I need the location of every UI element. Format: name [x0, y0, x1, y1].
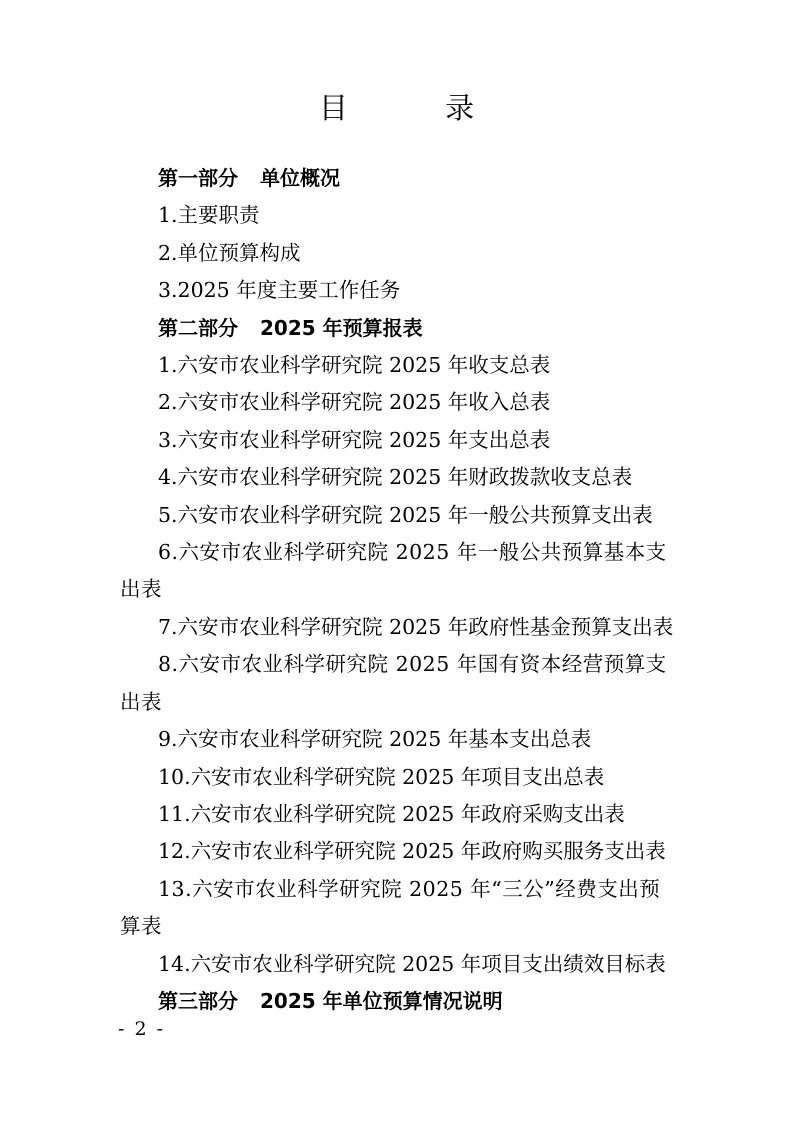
toc-item[interactable]: 3.六安市农业科学研究院 2025 年支出总表 [158, 427, 551, 452]
toc-item[interactable]: 12.六安市农业科学研究院 2025 年政府购买服务支出表 [158, 839, 666, 864]
toc-item[interactable]: 5.六安市农业科学研究院 2025 年一般公共预算支出表 [158, 502, 653, 527]
section-number: 第三部分 [158, 988, 238, 1013]
toc-item[interactable]: 11.六安市农业科学研究院 2025 年政府采购支出表 [158, 801, 625, 826]
table-of-contents [120, 160, 680, 1020]
toc-item[interactable]: 13.六安市农业科学研究院 2025 年“三公”经费支出预算表 [120, 876, 661, 939]
toc-item[interactable]: 10.六安市农业科学研究院 2025 年项目支出总表 [158, 764, 605, 789]
page-number: - 2 - [118, 1018, 166, 1040]
section-name: 单位概况 [260, 166, 340, 190]
toc-item[interactable]: 2.六安市农业科学研究院 2025 年收入总表 [158, 390, 551, 415]
toc-item[interactable]: 14.六安市农业科学研究院 2025 年项目支出绩效目标表 [158, 951, 666, 976]
toc-item[interactable]: 1.六安市农业科学研究院 2025 年收支总表 [158, 353, 551, 378]
toc-item[interactable]: 4.六安市农业科学研究院 2025 年财政拨款收支总表 [158, 465, 633, 490]
toc-item[interactable]: 1.主要职责 [158, 203, 260, 228]
toc-item[interactable]: 9.六安市农业科学研究院 2025 年基本支出总表 [158, 727, 592, 752]
toc-item[interactable]: 8.六安市农业科学研究院 2025 年国有资本经营预算支出表 [120, 652, 667, 714]
toc-item[interactable]: 7.六安市农业科学研究院 2025 年政府性基金预算支出表 [158, 614, 674, 639]
toc-item[interactable]: 6.六安市农业科学研究院 2025 年一般公共预算基本支出表 [120, 540, 667, 602]
toc-section-part3[interactable] [120, 983, 680, 1020]
toc-title: 目 录 [318, 91, 519, 125]
toc-section-part1[interactable] [120, 160, 680, 197]
section-number: 第一部分 [158, 166, 238, 190]
toc-section-part2[interactable] [120, 310, 680, 347]
section-name: 2025 年单位预算情况说明 [260, 988, 503, 1013]
section-number: 第二部分 [158, 315, 238, 340]
section-name: 2025 年预算报表 [260, 315, 423, 340]
toc-item[interactable]: 3.2025 年度主要工作任务 [158, 278, 401, 303]
toc-item[interactable]: 2.单位预算构成 [158, 240, 301, 265]
